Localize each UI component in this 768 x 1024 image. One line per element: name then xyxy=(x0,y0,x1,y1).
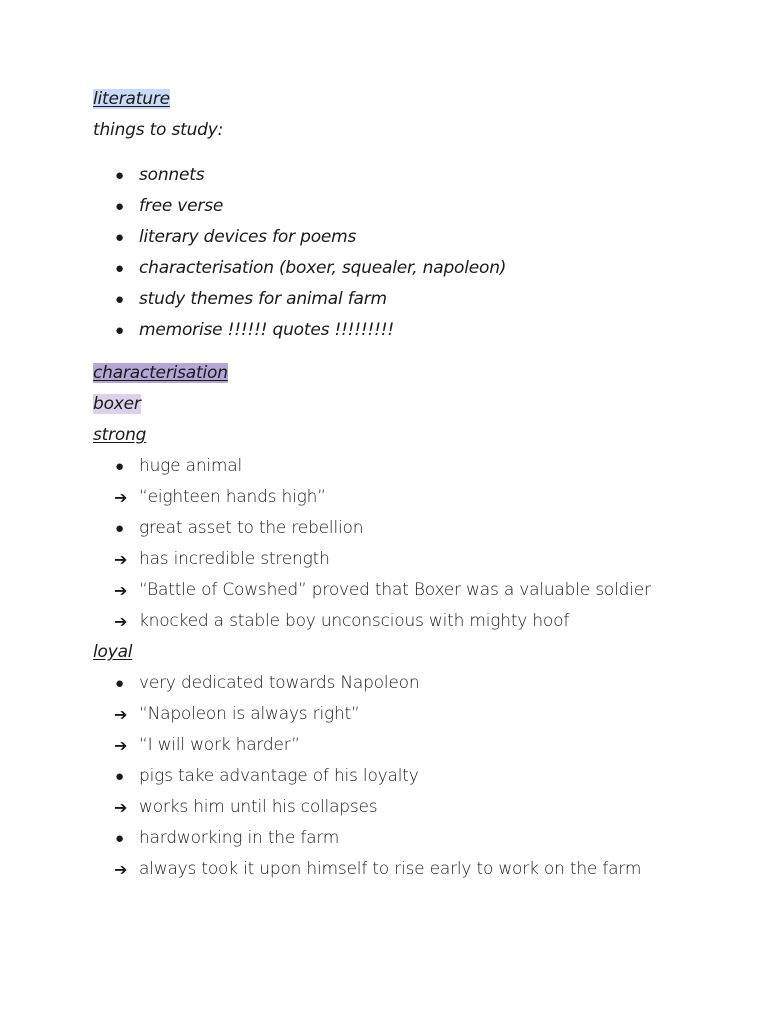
list-item xyxy=(93,544,733,575)
list-item xyxy=(93,191,733,222)
strong-label-line xyxy=(93,420,733,451)
list-item xyxy=(93,222,733,253)
loyal-list xyxy=(93,668,733,885)
list-item-text: huge animal xyxy=(139,456,243,476)
list-item xyxy=(93,668,733,699)
list-item-text: always took it upon himself to rise early to work on the farm xyxy=(139,859,642,879)
arrow-bullet-icon: ➔ xyxy=(114,705,128,724)
trait-label-loyal: loyal xyxy=(93,642,133,662)
bullet-icon: ● xyxy=(115,197,124,215)
trait-label-strong: strong xyxy=(93,425,147,445)
list-item xyxy=(93,284,733,315)
bullet-icon: ● xyxy=(115,321,124,339)
loyal-label-line xyxy=(93,637,733,668)
list-item xyxy=(93,315,733,346)
bullet-icon: ● xyxy=(115,290,124,308)
list-item-text: study themes for animal farm xyxy=(139,289,387,309)
arrow-bullet-icon: ➔ xyxy=(114,581,128,600)
document-page xyxy=(93,84,733,885)
list-item xyxy=(93,792,733,823)
list-item-text: great asset to the rebellion xyxy=(139,518,364,538)
list-item xyxy=(93,253,733,284)
list-item-text: memorise !!!!!! quotes !!!!!!!!! xyxy=(139,320,394,340)
bullet-icon: ● xyxy=(115,519,124,537)
list-item xyxy=(93,451,733,482)
list-item-text: “I will work harder” xyxy=(139,735,300,755)
arrow-bullet-icon: ➔ xyxy=(114,612,128,631)
bullet-icon: ● xyxy=(115,767,124,785)
study-list xyxy=(93,160,733,346)
list-item-text: pigs take advantage of his loyalty xyxy=(139,766,419,786)
list-item xyxy=(93,761,733,792)
document-subtitle: things to study: xyxy=(93,120,224,140)
list-item-text: works him until his collapses xyxy=(139,797,378,817)
list-item xyxy=(93,513,733,544)
list-item xyxy=(93,823,733,854)
list-item-text: knocked a stable boy unconscious with mighty hoof xyxy=(139,611,570,631)
bullet-icon: ● xyxy=(115,259,124,277)
list-item-text: characterisation (boxer, squealer, napoleon) xyxy=(139,258,507,278)
section-heading-line xyxy=(93,358,733,389)
list-item xyxy=(93,699,733,730)
bullet-icon: ● xyxy=(115,228,124,246)
arrow-bullet-icon: ➔ xyxy=(114,488,128,507)
list-item xyxy=(93,606,733,637)
list-item xyxy=(93,575,733,606)
bullet-icon: ● xyxy=(115,829,124,847)
list-item-text: “Napoleon is always right” xyxy=(139,704,360,724)
list-item-text: has incredible strength xyxy=(139,549,330,569)
arrow-bullet-icon: ➔ xyxy=(114,798,128,817)
list-item-text: free verse xyxy=(139,196,224,216)
list-item-text: sonnets xyxy=(139,165,205,185)
arrow-bullet-icon: ➔ xyxy=(114,550,128,569)
list-item-text: “eighteen hands high” xyxy=(139,487,326,507)
list-item xyxy=(93,854,733,885)
list-item-text: “Battle of Cowshed” proved that Boxer was a valuable soldier xyxy=(139,580,651,600)
strong-list xyxy=(93,451,733,637)
character-name: boxer xyxy=(93,394,141,414)
list-item xyxy=(93,482,733,513)
list-item-text: very dedicated towards Napoleon xyxy=(139,673,420,693)
title-line xyxy=(93,84,733,115)
bullet-icon: ● xyxy=(115,674,124,692)
document-title: literature xyxy=(93,89,170,109)
section-heading: characterisation xyxy=(93,363,228,383)
bullet-icon: ● xyxy=(115,457,124,475)
list-item-text: hardworking in the farm xyxy=(139,828,340,848)
list-item-text: literary devices for poems xyxy=(139,227,357,247)
bullet-icon: ● xyxy=(115,166,124,184)
list-item xyxy=(93,160,733,191)
character-name-line xyxy=(93,389,733,420)
list-item xyxy=(93,730,733,761)
subtitle-line xyxy=(93,115,733,146)
arrow-bullet-icon: ➔ xyxy=(114,736,128,755)
arrow-bullet-icon: ➔ xyxy=(114,860,128,879)
